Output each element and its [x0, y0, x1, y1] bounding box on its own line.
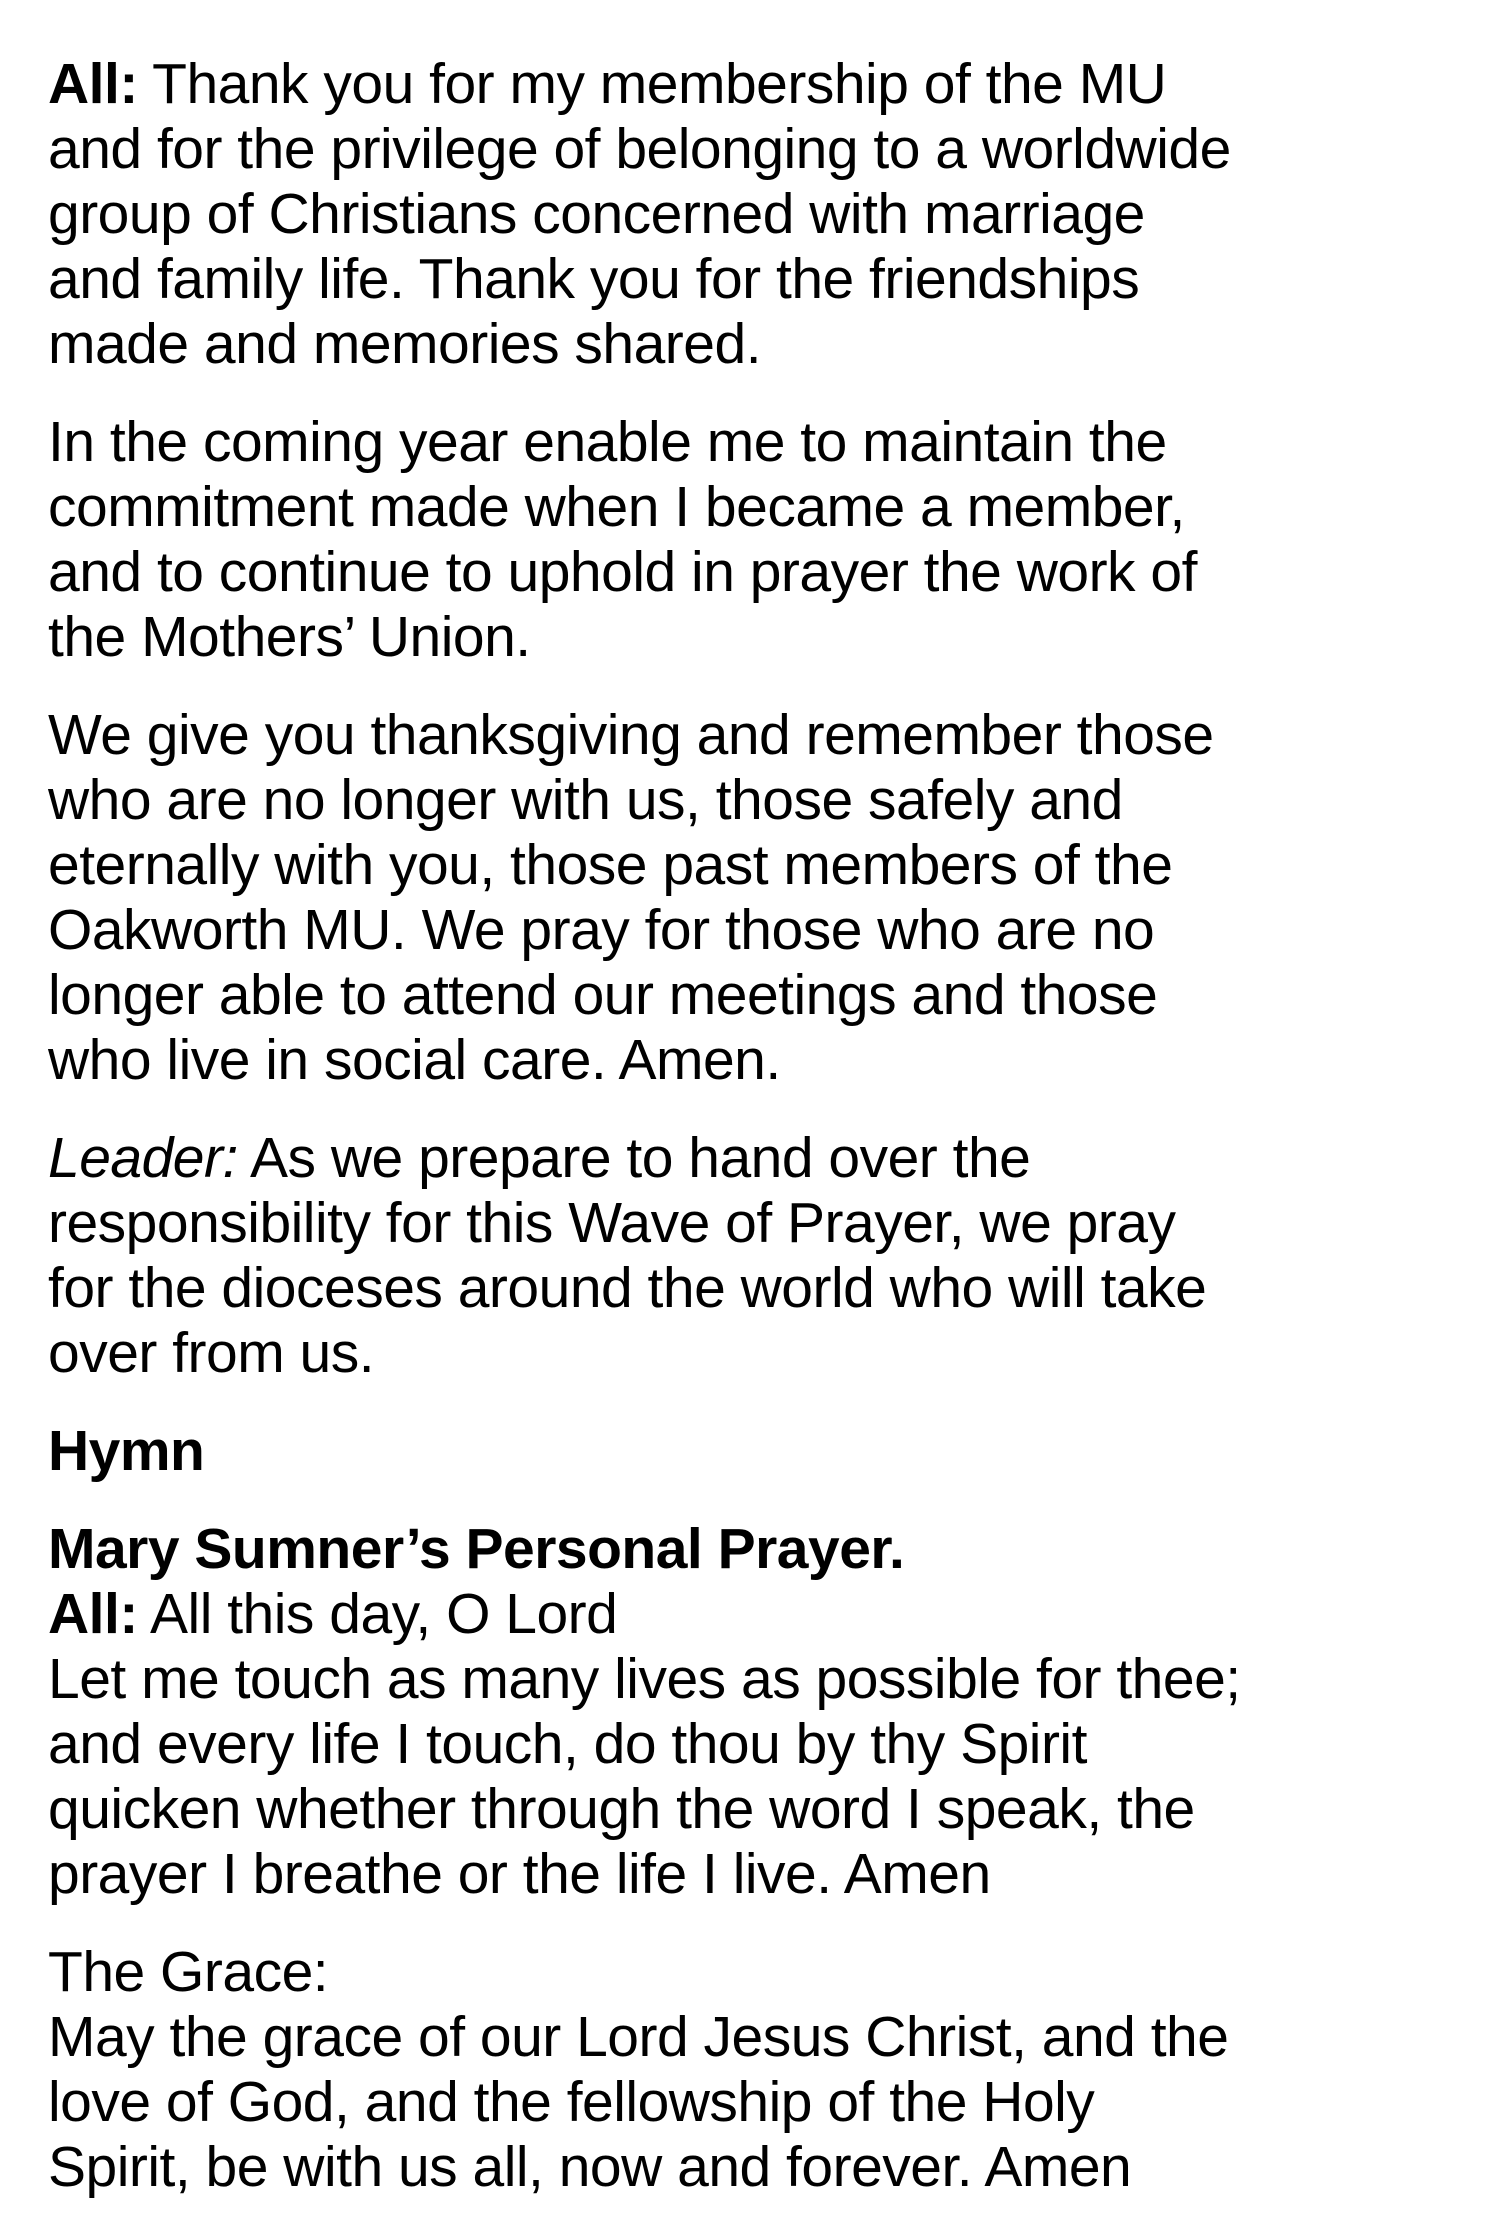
text-segment: eternally with you, those past members of the: [48, 833, 1173, 897]
text-segment: Thank you for my membership of the MU: [137, 52, 1167, 116]
text-segment: and for the privilege of belonging to a worldwide: [48, 117, 1231, 181]
hymn-heading: [48, 1419, 1460, 1484]
text-segment: quicken whether through the word I speak, the: [48, 1777, 1195, 1841]
text-line: [48, 475, 1460, 540]
text-line: [48, 1940, 1460, 2005]
text-segment: Let me touch as many lives as possible for thee;: [48, 1647, 1241, 1711]
text-line: [48, 540, 1460, 605]
text-line: [48, 1028, 1460, 1093]
text-segment: and family life. Thank you for the friendships: [48, 247, 1140, 311]
text-line: [48, 703, 1460, 768]
text-segment: for the dioceses around the world who will take: [48, 1256, 1207, 1320]
text-segment: Spirit, be with us all, now and forever. Amen: [48, 2135, 1132, 2199]
text-segment: Oakworth MU. We pray for those who are no: [48, 898, 1155, 962]
text-line: [48, 410, 1460, 475]
text-segment: who live in social care. Amen.: [48, 1028, 781, 1092]
text-line: [48, 1517, 1460, 1582]
text-line: [48, 963, 1460, 1028]
text-segment: love of God, and the fellowship of the Holy: [48, 2070, 1095, 2134]
prayer-remembrance: [48, 703, 1460, 1093]
text-segment: and every life I touch, do thou by thy Spirit: [48, 1712, 1087, 1776]
text-line: [48, 2135, 1460, 2200]
text-segment: the Mothers’ Union.: [48, 605, 531, 669]
text-segment: prayer I breathe or the life I live. Amen: [48, 1842, 991, 1906]
text-segment: The Grace:: [48, 1940, 329, 2004]
text-line: [48, 1647, 1460, 1712]
text-segment: All this day, O Lord: [137, 1582, 618, 1646]
prayer-coming-year: [48, 410, 1460, 670]
text-segment: longer able to attend our meetings and those: [48, 963, 1158, 1027]
text-line: [48, 1777, 1460, 1842]
text-line: [48, 768, 1460, 833]
text-segment: group of Christians concerned with marriage: [48, 182, 1145, 246]
text-line: [48, 1712, 1460, 1777]
text-line: [48, 1126, 1460, 1191]
speaker-label: Leader:: [48, 1126, 238, 1190]
mary-sumner-personal-prayer: [48, 1517, 1460, 1907]
text-line: [48, 182, 1460, 247]
text-segment: made and memories shared.: [48, 312, 762, 376]
text-line: [48, 833, 1460, 898]
text-line: [48, 2005, 1460, 2070]
text-segment: We give you thanksgiving and remember those: [48, 703, 1214, 767]
text-line: [48, 605, 1460, 670]
text-segment: commitment made when I became a member,: [48, 475, 1185, 539]
text-line: [48, 1419, 1460, 1484]
text-line: [48, 2070, 1460, 2135]
text-line: [48, 898, 1460, 963]
text-line: [48, 117, 1460, 182]
text-line: [48, 52, 1460, 117]
text-segment: Hymn: [48, 1419, 205, 1483]
speaker-label: All:: [48, 52, 138, 116]
text-segment: In the coming year enable me to maintain the: [48, 410, 1167, 474]
text-segment: over from us.: [48, 1321, 375, 1385]
prayer-membership-thanks: [48, 52, 1460, 377]
the-grace: [48, 1940, 1460, 2200]
text-line: [48, 1582, 1460, 1647]
leader-wave-of-prayer: [48, 1126, 1460, 1386]
text-segment: responsibility for this Wave of Prayer, we pray: [48, 1191, 1176, 1255]
text-line: [48, 1256, 1460, 1321]
text-segment: Mary Sumner’s Personal Prayer.: [48, 1517, 905, 1581]
text-line: [48, 1191, 1460, 1256]
text-segment: who are no longer with us, those safely and: [48, 768, 1123, 832]
text-line: [48, 1842, 1460, 1907]
speaker-label: All:: [48, 1582, 138, 1646]
text-line: [48, 1321, 1460, 1386]
text-segment: May the grace of our Lord Jesus Christ, and the: [48, 2005, 1229, 2069]
text-line: [48, 312, 1460, 377]
text-segment: and to continue to uphold in prayer the work of: [48, 540, 1197, 604]
text-segment: As we prepare to hand over the: [237, 1126, 1031, 1190]
text-line: [48, 247, 1460, 312]
